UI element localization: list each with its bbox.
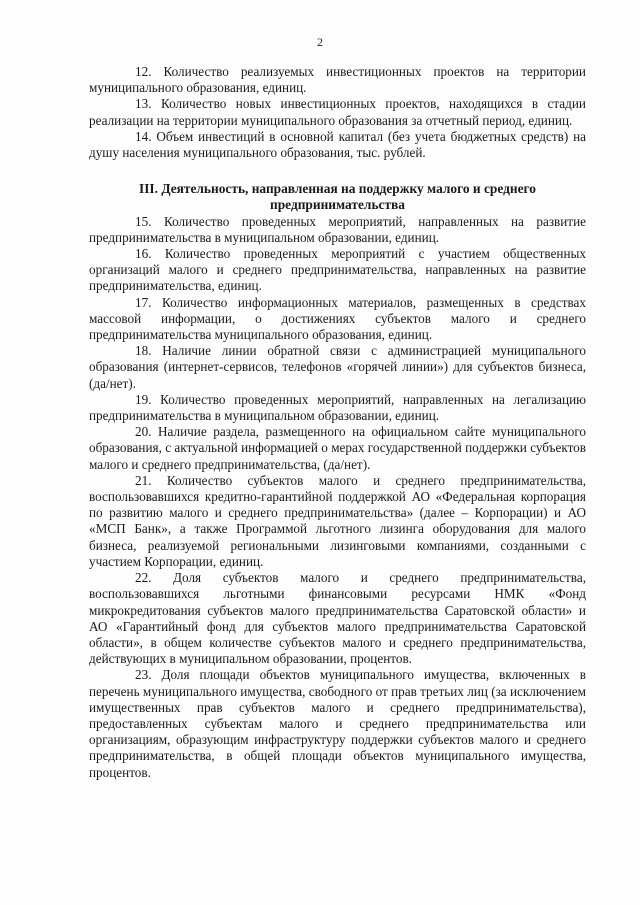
paragraph-19: 19. Количество проведенных мероприятий, направленных на легализацию предпринимательства в муниципальном образовании, единиц. <box>89 391 586 424</box>
paragraph-20: 20. Наличие раздела, размещенного на официальном сайте муниципального образования, с актуальной информацией о мерах государственной поддержки субъектов малого и среднего предпринимательства, (да/нет). <box>89 424 586 472</box>
paragraph-18: 18. Наличие линии обратной связи с администрацией муниципального образования (интернет-сервисов, телефонов «горячей линии») для субъектов бизнеса, (да/нет). <box>89 343 586 391</box>
paragraph-14: 14. Объем инвестиций в основной капитал (без учета бюджетных средств) на душу населения муниципального образования, тыс. рублей. <box>89 128 586 161</box>
page-number: 2 <box>317 35 323 49</box>
section-heading: III. Деятельность, направленная на поддержку малого и среднего предпринимательства <box>139 181 536 213</box>
paragraph-16: 16. Количество проведенных мероприятий с участием общественных организаций малого и среднего предпринимательства, направленных на развитие предпринимательства, единиц. <box>89 246 586 294</box>
paragraph-17: 17. Количество информационных материалов, размещенных в средствах массовой информации, о достижениях субъектов малого и среднего предпринимательства муниципального образования, единиц. <box>89 294 586 343</box>
paragraph-22: 22. Доля субъектов малого и среднего предпринимательства, воспользовавшихся льготными финансовыми ресурсами НМК «Фонд микрокредитования субъектов малого предпринимательства Саратовской области» и АО «Гарантийный фонд для субъектов малого предпринимательства Саратовской области», в общем количестве субъектов малого и среднего предпринимательства, действующих в муниципальном образовании, процентов. <box>89 570 586 667</box>
paragraph-15: 15. Количество проведенных мероприятий, направленных на развитие предпринимательства в муниципальном образовании, единиц. <box>89 213 586 245</box>
paragraph-21: 21. Количество субъектов малого и среднего предпринимательства, воспользовавшихся кредитно-гарантийной поддержкой АО «Федеральная корпорация по развитию малого и среднего предпринимательства» (далее – Корпорации) и АО «МСП Банк», а также Программой льготного лизинга оборудования для малого бизнеса, реализуемой региональными лизинговыми компаниями, созданными с участием Корпорации, единиц. <box>89 472 586 569</box>
paragraph-12: 12. Количество реализуемых инвестиционных проектов на территории муниципального образования, единиц. <box>89 64 586 96</box>
paragraph-13: 13. Количество новых инвестиционных проектов, находящихся в стадии реализации на территории муниципального образования за отчетный период, единиц. <box>89 96 586 128</box>
paragraph-23: 23. Доля площади объектов муниципального имущества, включенных в перечень муниципального имущества, свободного от прав третьих лиц (за исключением имущественных прав субъектов малого и среднего предпринимательства), предоставленных субъектам малого и среднего предпринимательства или организациям, образующим инфраструктуру поддержки субъектов малого и среднего предпринимательства, в общей площади объектов муниципального имущества, процентов. <box>89 667 586 780</box>
document-body <box>89 64 586 781</box>
